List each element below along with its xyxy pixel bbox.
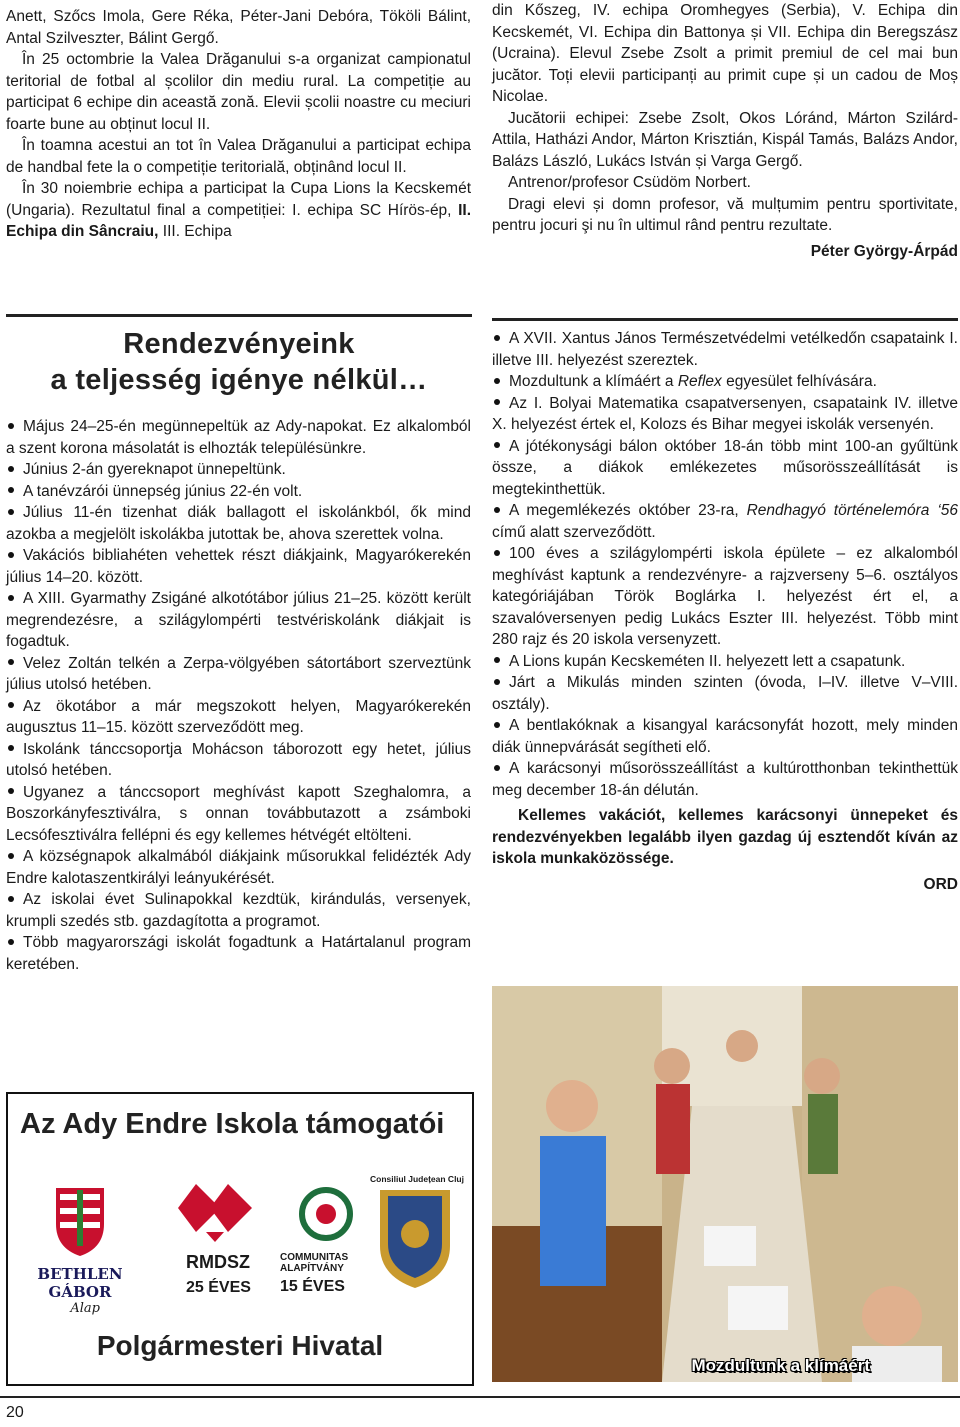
left-bullet-list: [6, 416, 471, 975]
left-column-top: [6, 6, 471, 243]
item-text-tail: című alatt szerveződött.: [492, 523, 656, 541]
headline: [6, 326, 472, 398]
item-text: 100 éves a szilágylompérti iskola épülete – ez alkalomból meghívást kaptunk a rendezvényre- a rajzverseny 5–6. osztályos kategóriájában Török Boglárka I. helyezést ért el, a szavalóversenyen pedig Lukács Eszter III. helyezést. Több mint 280 rajz és 20 iskola versenyzett.: [492, 545, 958, 648]
item-text: Mozdultunk a klímáért a: [509, 373, 678, 390]
rmdsz-communitas-logo: [176, 1178, 366, 1298]
item-text-tail: egyesület felhívására.: [721, 373, 877, 390]
event-list-item: Az iskolai évet Sulinapokkal kezdtük, kirándulás, versenyek, krumpli szedés stb. gazdagította a programot.: [6, 889, 471, 932]
event-list-item: [492, 328, 958, 371]
event-list-item: [492, 543, 958, 651]
item-text: Az I. Bolyai Matematika csapatversenyen, csapataink IV. illetve X. helyezést értek el, Kolozs és Bihar megyei iskolák versenyén.: [492, 394, 958, 433]
bold-ranking: II. Echipa din Sâncraiu,: [6, 201, 471, 240]
headline-line: a teljesség igénye nélkül…: [50, 364, 428, 396]
paragraph: Dragi elevi și domn profesor, vă mulțumim pentru sportivitate, pentru jocuri şi nu în ultimul rând pentru rezultate.: [492, 195, 958, 234]
sponsors-box: [6, 1092, 474, 1386]
event-list-item: [492, 758, 958, 801]
event-list-item: [492, 715, 958, 758]
item-text: A karácsonyi műsorösszeállítást a kultúrotthonban tekinthettük meg december 18-án délután.: [492, 760, 958, 799]
photo-children-hallway: [492, 986, 958, 1382]
event-list-item: A XIII. Gyarmathy Zsigáné alkotótábor július 21–25. között került megrendezésre, a szilágylompérti testvériskolánk diákjait is fogadtuk.: [6, 588, 471, 653]
photo-caption: Mozdultunk a klímáért: [691, 1356, 870, 1375]
event-list-item: A községnapok alkalmából diákjaink műsorukkal felidézték Ady Endre kalotaszentkirályi leányukérését.: [6, 846, 471, 889]
item-text: A bentlakóknak a kisangyal karácsonyfát hozott, mely minden diák ünnepvárását segítheti elő.: [492, 717, 958, 756]
communitas-years: 15 ÉVES: [280, 1278, 345, 1295]
event-list-item: [492, 500, 958, 543]
section-divider: [492, 318, 958, 321]
county-coat-of-arms-icon: [370, 1184, 460, 1294]
mayor-office: Polgármesteri Hivatal: [96, 1330, 384, 1361]
right-column-top: [492, 0, 958, 262]
item-text: A megemlékezés október 23-ra,: [509, 502, 747, 519]
page-number: 20: [6, 1404, 24, 1421]
paragraph: Jucătorii echipei: Zsebe Zsolt, Okos Lóránd, Márton Szilárd-Attila, Hatházi Andor, Márton Krisztián, Kispál Tamás, Balázs Andor, Balázs László, Lukács István și Varga Gergő.: [492, 109, 958, 170]
bethlen-sub: Alap: [70, 1301, 100, 1316]
item-italic: Reflex: [677, 373, 722, 390]
footer-rule: [0, 1396, 960, 1398]
paragraph: Anett, Szőcs Imola, Gere Réka, Péter-Jani Debóra, Tököli Bálint, Antal Szilveszter, Bálint Gergő.: [6, 8, 471, 47]
event-list-item: Vakációs bibliahéten vehettek részt diákjaink, Magyarókerekén július 14–20. között.: [6, 545, 471, 588]
paragraph: [6, 178, 471, 243]
event-list-item: Május 24–25-én megünnepeltük az Ady-napokat. Ez alkalomból a szent korona másolatát is elhozták településünkre.: [6, 416, 471, 459]
item-text: A XVII. Xantus János Természetvédelmi vetélkedőn csapataink I. illetve III. helyezést szereztek.: [492, 330, 958, 369]
event-list-item: Ugyanez a tánccsoport meghívást kapott Szeghalomra, a Boszorkányfesztiválra, s onnan továbbutazott a zsámboki Lecsófesztiválra fellépni és egy kellemes hétvégét eltölteni.: [6, 782, 471, 847]
photo-image: [492, 986, 958, 1382]
event-list-item: A tanévzárói ünnepség június 22-én volt.: [6, 481, 471, 503]
event-list-item: [492, 371, 958, 393]
event-list-item: [492, 651, 958, 673]
closing-signature: ORD: [923, 875, 958, 893]
item-text: A jótékonysági bálon október 18-án több mint 100-an gyűltünk össze, a diákok emlékezetes műsorösszeállítását is megtekinthettük.: [492, 437, 958, 498]
bethlen-name: BETHLEN GÁBOR: [37, 1265, 123, 1301]
item-text: A Lions kupán Kecskeméten II. helyezett lett a csapatunk.: [509, 652, 906, 670]
sponsors-title: Az Ady Endre Iskola támogatói: [20, 1108, 445, 1140]
item-text: Járt a Mikulás minden szinten (óvoda, I–IV. illetve V–VIII. osztály).: [492, 674, 958, 713]
rmdsz-name: RMDSZ: [186, 1252, 250, 1272]
event-list-item: Július 11-én tizenhat diák ballagott el iskolánkból, ők mind azokba a megjelölt iskolákba jutottak be, ahova szerettek volna.: [6, 502, 471, 545]
event-list-item: [492, 672, 958, 715]
paragraph: Antrenor/profesor Csüdöm Norbert.: [508, 174, 751, 191]
communitas-name: COMMUNITAS ALAPÍTVÁNY: [280, 1252, 349, 1274]
closing-greeting: Kellemes vakációt, kellemes karácsonyi ünnepeket és rendezvényekben legalább ilyen gazdag új esztendőt kíván az iskola munkaközössége.: [492, 807, 958, 867]
author-signature: Péter György-Árpád: [810, 242, 958, 260]
bethlen-crest-icon: [16, 1180, 144, 1260]
county-council-logo: [370, 1174, 466, 1304]
paragraph-text: În 30 noiembrie echipa a participat la Cupa Lions la Kecskemét (Ungaria). Rezultatul final a competiției: I. echipa SC Hírös-ép,: [6, 180, 471, 219]
bethlen-gabor-logo: [16, 1180, 144, 1316]
rmdsz-years: 25 ÉVES: [186, 1279, 251, 1296]
event-list-item: Az ökotábor a már megszokott helyen, Magyarókerekén augusztus 11–15. között szerveződött meg.: [6, 696, 471, 739]
section-divider: [6, 314, 472, 317]
item-italic: Rendhagyó történelemóra ‘56: [746, 502, 959, 519]
event-list-item: Iskolánk tánccsoportja Mohácson táborozott egy hetet, július utolsó hetében.: [6, 739, 471, 782]
event-list-item: [492, 393, 958, 436]
rmdsz-tulip-icon: [176, 1178, 366, 1248]
event-list-item: Több magyarországi iskolát fogadtunk a Határtalanul program keretében.: [6, 932, 471, 975]
event-list-item: Június 2-án gyereknapot ünnepeltünk.: [6, 459, 471, 481]
event-list-item: Velez Zoltán telkén a Zerpa-völgyében sátortábort szerveztünk július utolsó hetében.: [6, 653, 471, 696]
paragraph: În 25 octombrie la Valea Drăganului s-a organizat campionatul teritorial de fotbal al școlilor din mediu rural. La competiție au participat 6 echipe din această zonă. Elevii școlii noastre cu meciuri foarte bune au obținut locul II.: [6, 51, 471, 133]
paragraph: din Kőszeg, IV. echipa Oromhegyes (Serbia), V. Echipa din Kecskemét, VI. Echipa din Battonya și VII. Echipa din Beregszász (Ucraina). Elevul Zsebe Zsolt a primit premiul de cel mai bun jucător. Toți elevii participanți au primit cupe și un cadou de Moș Nicolae.: [492, 2, 958, 105]
headline-line: Rendezvényeink: [123, 328, 355, 360]
paragraph-tail: III. Echipa: [158, 223, 232, 240]
event-list-item: [492, 436, 958, 501]
county-council-name: Consiliul Județean Cluj: [370, 1174, 464, 1184]
paragraph: În toamna acestui an tot în Valea Drăganului a participat echipa de handbal fete la o competiție teritorială, obținând locul II.: [6, 137, 471, 176]
right-bullet-list: [492, 328, 958, 895]
